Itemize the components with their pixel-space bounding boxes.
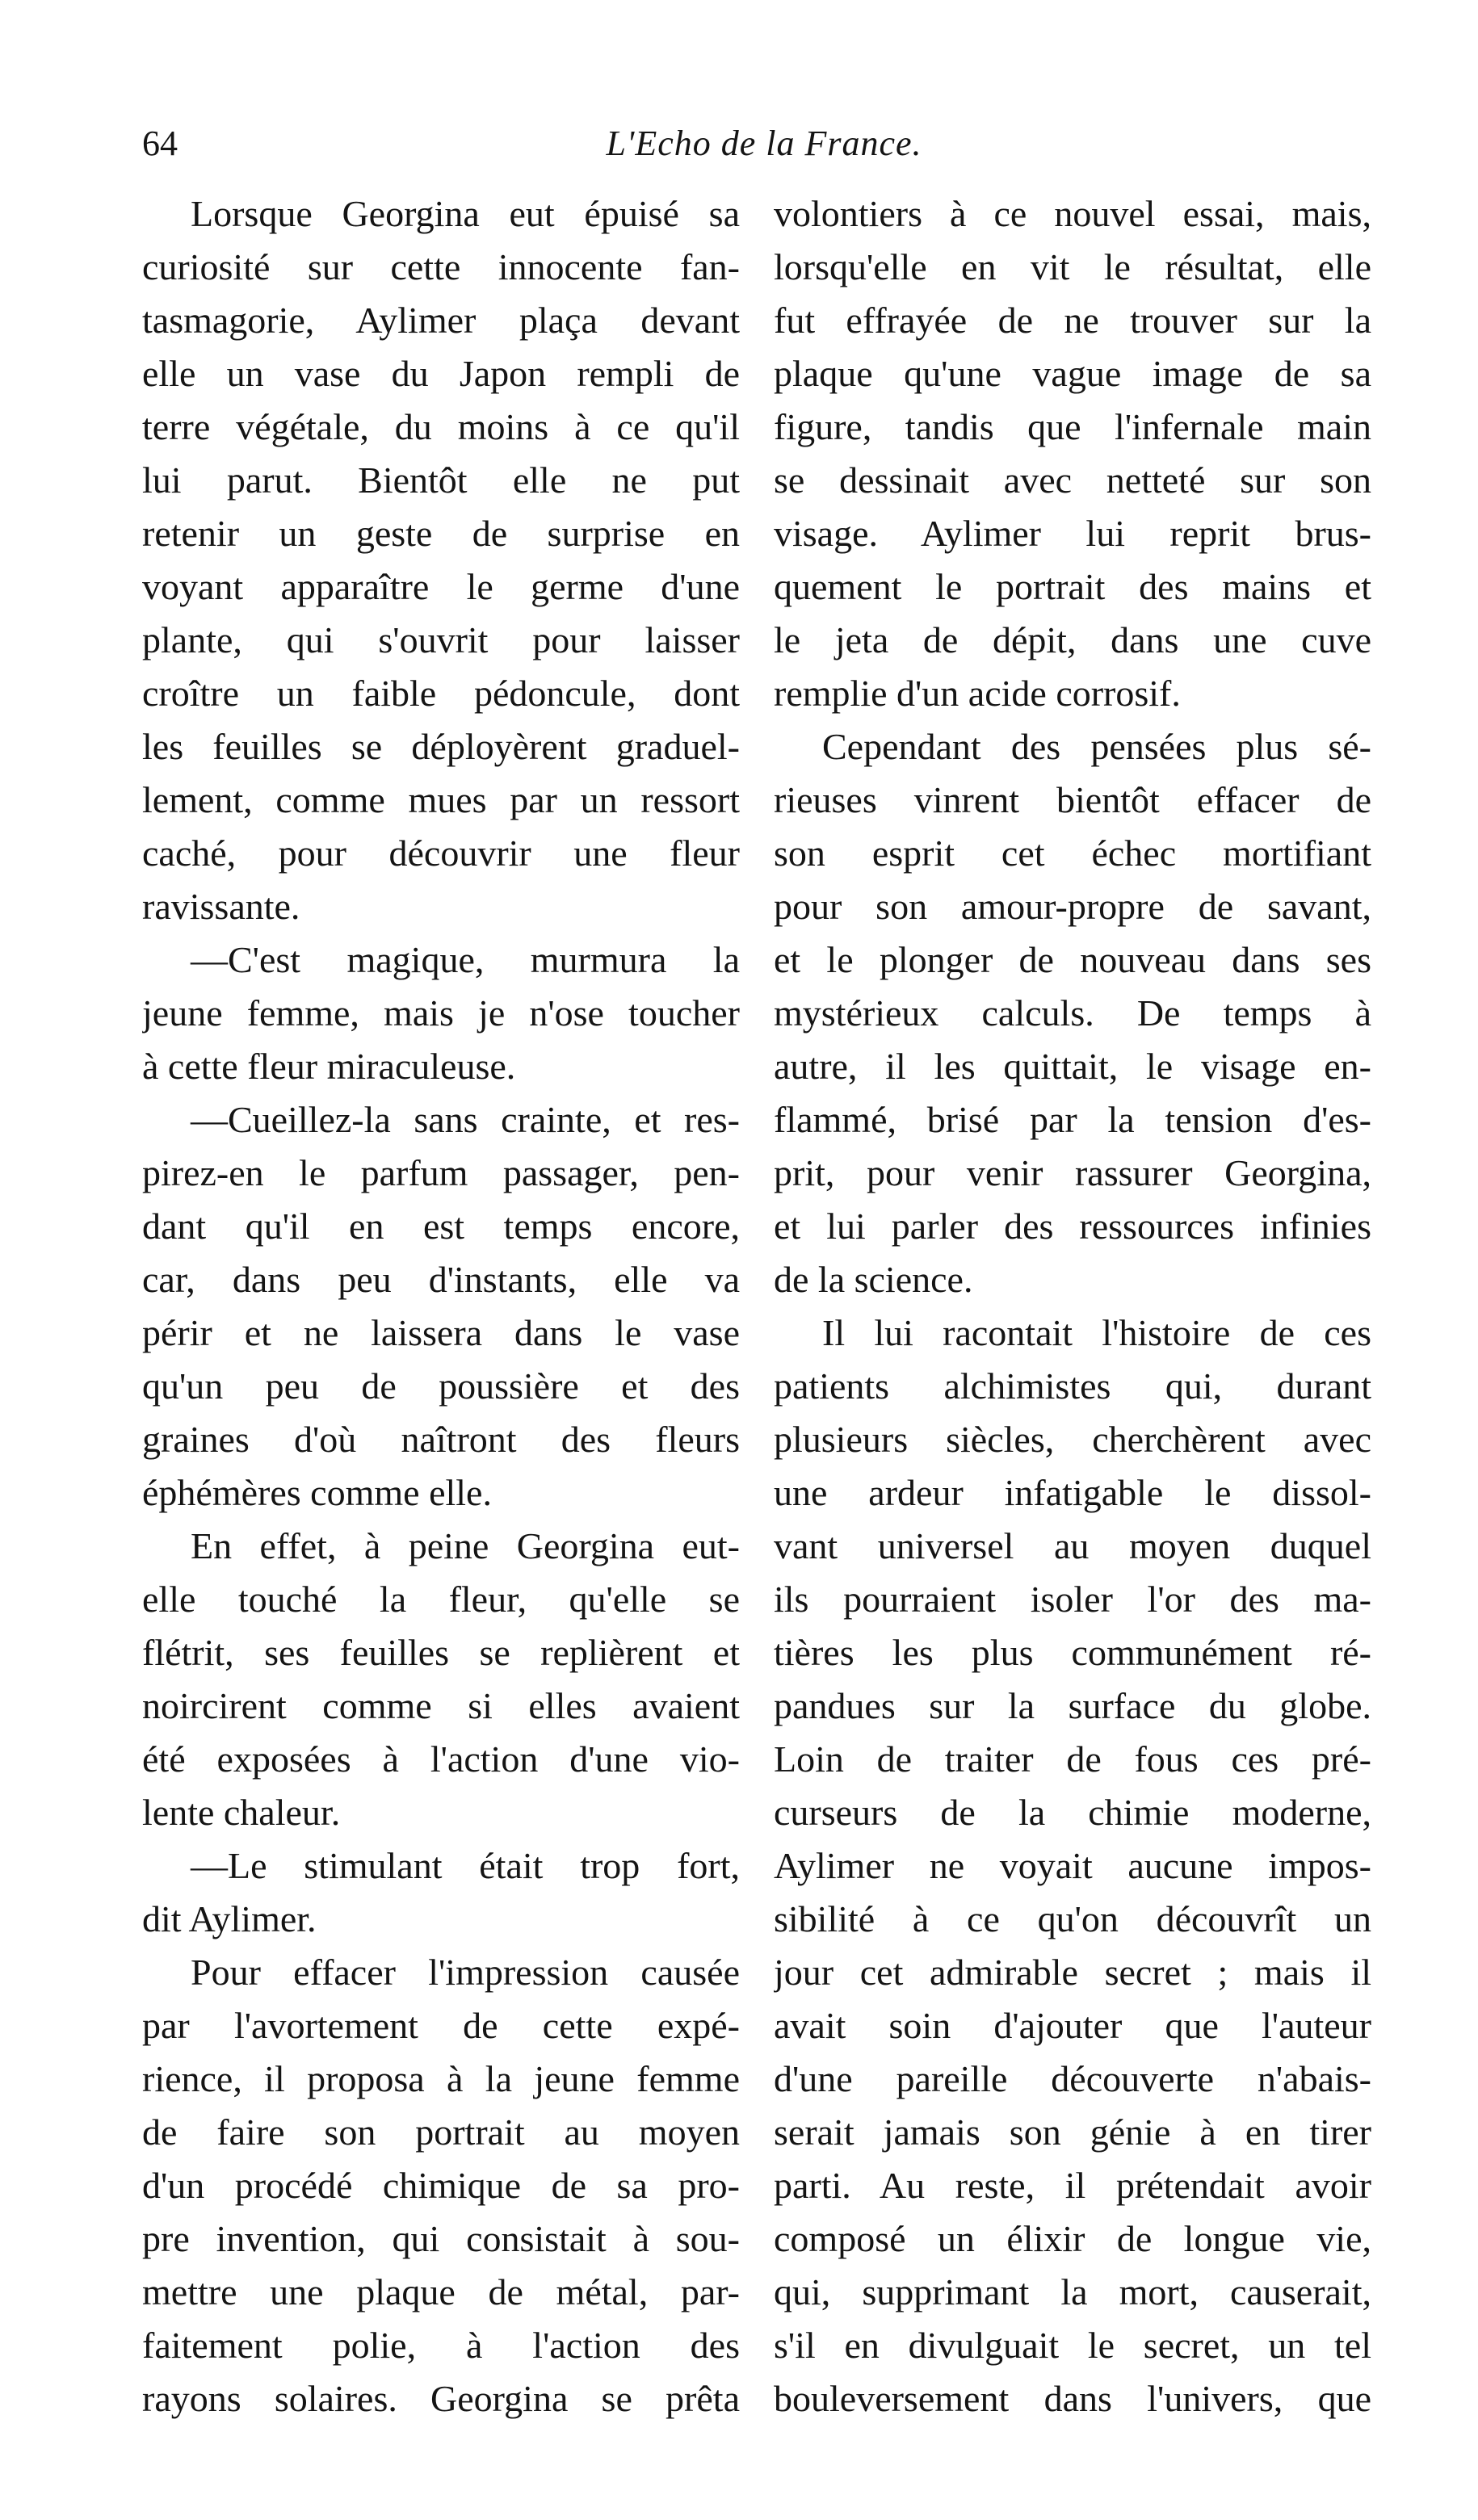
text-line: jeune femme, mais je n'ose toucher <box>142 992 740 1034</box>
text-line: qu'un peu de poussière et des <box>142 1365 740 1407</box>
text-line: serait jamais son génie à en tirer <box>774 2111 1371 2153</box>
text-line: Il lui racontait l'histoire de ces <box>822 1312 1371 1353</box>
text-line: jour cet admirable secret ; mais il <box>774 1952 1371 1993</box>
text-line: pandues sur la surface du globe. <box>774 1685 1371 1726</box>
text-line: curseurs de la chimie moderne, <box>774 1792 1371 1833</box>
text-line: fut effrayée de ne trouver sur la <box>774 300 1371 341</box>
text-line: rience, il proposa à la jeune femme <box>142 2058 740 2099</box>
text-line: bouleversement dans l'univers, que <box>774 2378 1371 2419</box>
page-number: 64 <box>142 124 178 163</box>
text-line: ils pourraient isoler l'or des ma- <box>774 1579 1371 1620</box>
text-line: retenir un geste de surprise en <box>142 513 740 554</box>
text-line: croître un faible pédoncule, dont <box>142 673 740 714</box>
text-line: lorsqu'elle en vit le résultat, elle <box>774 246 1371 287</box>
text-line: vant universel au moyen duquel <box>774 1525 1371 1566</box>
text-line: sibilité à ce qu'on découvrît un <box>774 1898 1371 1939</box>
text-line: périr et ne laissera dans le vase <box>142 1312 740 1353</box>
text-line: Aylimer ne voyait aucune impos- <box>774 1845 1371 1886</box>
text-line: pre invention, qui consistait à sou- <box>142 2218 740 2259</box>
text-line: une ardeur infatigable le dissol- <box>774 1472 1371 1513</box>
text-line: elle un vase du Japon rempli de <box>142 353 740 394</box>
text-line: son esprit cet échec mortifiant <box>774 832 1371 874</box>
text-line: plaque qu'une vague image de sa <box>774 353 1371 394</box>
text-line: éphémères comme elle. <box>142 1472 492 1513</box>
text-line: figure, tandis que l'infernale main <box>774 406 1371 447</box>
text-line: —C'est magique, murmura la <box>191 939 740 980</box>
text-line: plusieurs siècles, cherchèrent avec <box>774 1419 1371 1460</box>
text-line: autre, il les quittait, le visage en- <box>774 1046 1371 1087</box>
text-line: lui parut. Bientôt elle ne put <box>142 459 740 501</box>
text-line: terre végétale, du moins à ce qu'il <box>142 406 740 447</box>
text-line: faitement polie, à l'action des <box>142 2325 740 2366</box>
text-line: se dessinait avec netteté sur son <box>774 459 1371 501</box>
text-line: lement, comme mues par un ressort <box>142 779 740 820</box>
text-line: remplie d'un acide corrosif. <box>774 673 1181 714</box>
text-line: lente chaleur. <box>142 1792 341 1833</box>
text-line: prit, pour venir rassurer Georgina, <box>774 1152 1371 1193</box>
text-line: et le plonger de nouveau dans ses <box>774 939 1371 980</box>
text-line: pour son amour-propre de savant, <box>774 886 1371 927</box>
text-line: mystérieux calculs. De temps à <box>774 992 1371 1034</box>
text-line: ravissante. <box>142 886 300 927</box>
text-line: de la science. <box>774 1259 973 1300</box>
text-line: volontiers à ce nouvel essai, mais, <box>774 193 1371 234</box>
text-line: à cette fleur miraculeuse. <box>142 1046 516 1087</box>
text-line: noircirent comme si elles avaient <box>142 1685 740 1726</box>
text-line: rieuses vinrent bientôt effacer de <box>774 779 1371 820</box>
text-line: plante, qui s'ouvrit pour laisser <box>142 619 740 660</box>
text-line: composé un élixir de longue vie, <box>774 2218 1371 2259</box>
text-line: flétrit, ses feuilles se replièrent et <box>142 1632 740 1673</box>
text-line: et lui parler des ressources infinies <box>774 1205 1371 1247</box>
text-line: En effet, à peine Georgina eut- <box>191 1525 740 1566</box>
text-line: voyant apparaître le germe d'une <box>142 566 740 607</box>
text-line: caché, pour découvrir une fleur <box>142 832 740 874</box>
text-line: Pour effacer l'impression causée <box>191 1952 740 1993</box>
right-text-column <box>774 187 1371 2426</box>
text-line: les feuilles se déployèrent graduel- <box>142 726 740 767</box>
text-line: car, dans peu d'instants, elle va <box>142 1259 740 1300</box>
text-line: Cependant des pensées plus sé- <box>822 726 1371 767</box>
text-line: par l'avortement de cette expé- <box>142 2005 740 2046</box>
text-line: parti. Au reste, il prétendait avoir <box>774 2165 1371 2206</box>
text-line: Loin de traiter de fous ces pré- <box>774 1738 1371 1780</box>
text-line: tasmagorie, Aylimer plaça devant <box>142 300 740 341</box>
text-line: curiosité sur cette innocente fan- <box>142 246 740 287</box>
running-title: L'Echo de la France. <box>606 124 922 163</box>
text-line: patients alchimistes qui, durant <box>774 1365 1371 1407</box>
text-line: été exposées à l'action d'une vio- <box>142 1738 740 1780</box>
text-line: dit Aylimer. <box>142 1898 317 1939</box>
text-line: quement le portrait des mains et <box>774 566 1371 607</box>
text-line: rayons solaires. Georgina se prêta <box>142 2378 740 2419</box>
text-line: qui, supprimant la mort, causerait, <box>774 2271 1371 2312</box>
text-line: tières les plus communément ré- <box>774 1632 1371 1673</box>
text-line: s'il en divulguait le secret, un tel <box>774 2325 1371 2366</box>
text-line: d'un procédé chimique de sa pro- <box>142 2165 740 2206</box>
text-line: visage. Aylimer lui reprit brus- <box>774 513 1371 554</box>
text-line: —Cueillez-la sans crainte, et res- <box>191 1099 740 1140</box>
text-line: le jeta de dépit, dans une cuve <box>774 619 1371 660</box>
text-line: mettre une plaque de métal, par- <box>142 2271 740 2312</box>
text-line: d'une pareille découverte n'abais- <box>774 2058 1371 2099</box>
text-line: de faire son portrait au moyen <box>142 2111 740 2153</box>
text-line: graines d'où naîtront des fleurs <box>142 1419 740 1460</box>
text-line: avait soin d'ajouter que l'auteur <box>774 2005 1371 2046</box>
text-line: flammé, brisé par la tension d'es- <box>774 1099 1371 1140</box>
text-line: Lorsque Georgina eut épuisé sa <box>191 193 740 234</box>
text-line: —Le stimulant était trop fort, <box>191 1845 740 1886</box>
text-line: dant qu'il en est temps encore, <box>142 1205 740 1247</box>
page-header <box>142 120 1386 168</box>
text-line: pirez-en le parfum passager, pen- <box>142 1152 740 1193</box>
left-text-column <box>142 187 740 2426</box>
text-line: elle touché la fleur, qu'elle se <box>142 1579 740 1620</box>
